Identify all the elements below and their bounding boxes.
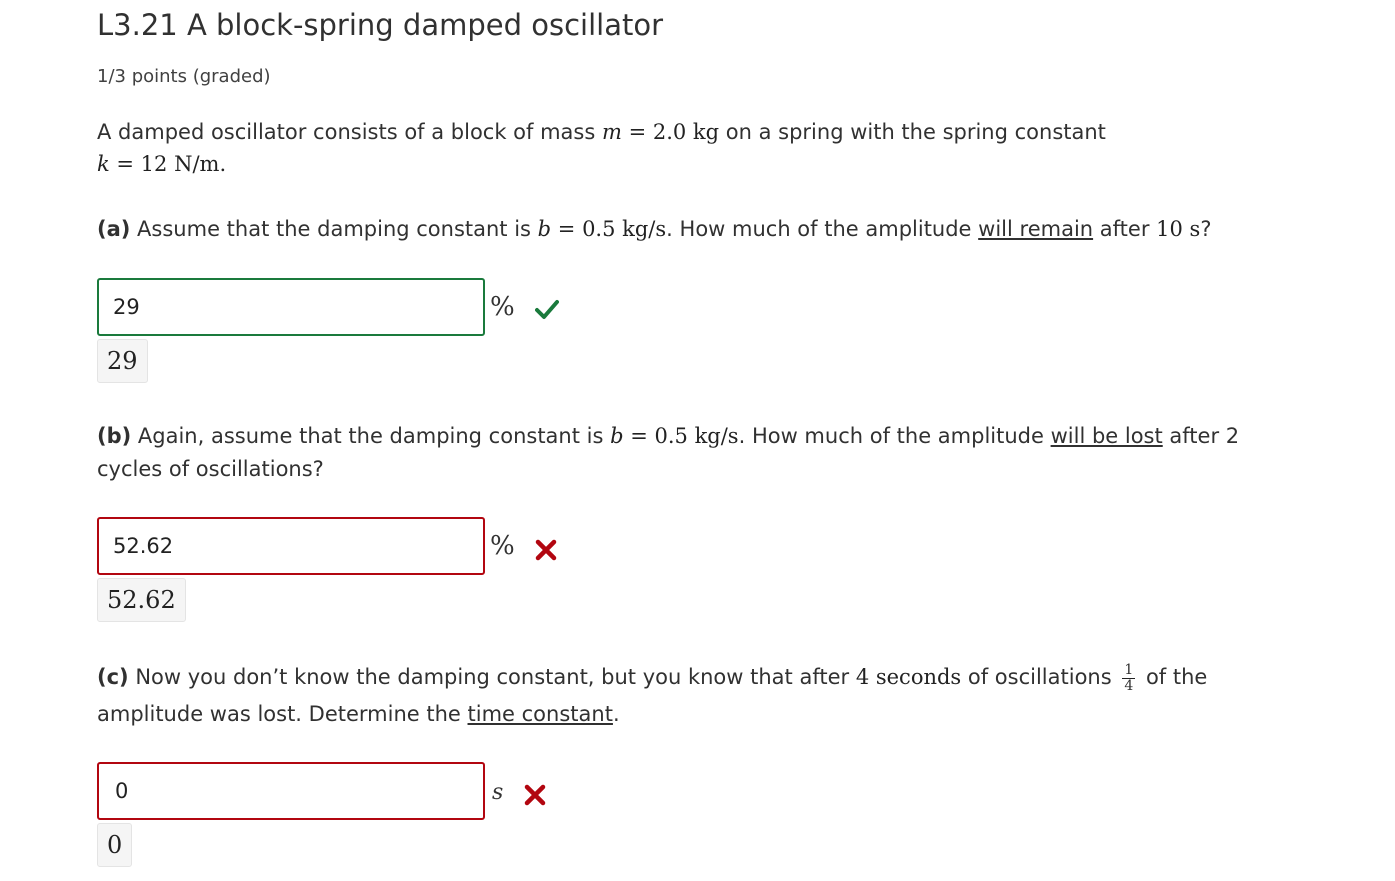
problem-intro-line1: A damped oscillator consists of a block of mass m = 2.0 kg on a spring with the spring constant bbox=[97, 120, 1106, 144]
part-c-question-line1: (c) Now you don’t know the damping constant, but you know that after 4 seconds of oscillations $\frac{1}{4}$ of the bbox=[97, 661, 1208, 694]
part-a-unit: % bbox=[490, 292, 515, 322]
part-c-answer-field[interactable] bbox=[97, 762, 485, 820]
part-c-question-line2: amplitude was lost. Determine the time constant. bbox=[97, 702, 620, 726]
points-label: 1/3 points (graded) bbox=[97, 66, 271, 87]
will-remain-link[interactable]: will remain bbox=[978, 217, 1094, 241]
checkmark-icon bbox=[535, 297, 559, 321]
part-c-answer-input[interactable] bbox=[99, 764, 483, 818]
part-b-answer-field[interactable] bbox=[97, 517, 485, 575]
part-b-answer-input[interactable] bbox=[99, 519, 483, 573]
part-a-answer-preview: 29 bbox=[97, 339, 148, 383]
mass-symbol: m bbox=[601, 120, 622, 144]
part-a-answer-input[interactable] bbox=[99, 280, 483, 334]
problem-intro-line2: k = 12 N/m. bbox=[97, 152, 227, 176]
part-b-answer-preview: 52.62 bbox=[97, 578, 186, 622]
part-b-question-line2: cycles of oscillations? bbox=[97, 457, 324, 481]
part-a-answer-field[interactable] bbox=[97, 278, 485, 336]
problem-title: L3.21 A block-spring damped oscillator bbox=[97, 8, 663, 42]
one-quarter-fraction: $\frac{1}{4}$ bbox=[1124, 661, 1134, 694]
cross-icon bbox=[523, 783, 547, 807]
will-be-lost-link[interactable]: will be lost bbox=[1050, 424, 1163, 448]
cross-icon bbox=[534, 538, 558, 562]
part-b-question-line1: (b) Again, assume that the damping constant is b = 0.5 kg/s. How much of the amplitude will be lost after 2 bbox=[97, 424, 1240, 448]
part-c-answer-preview: 0 bbox=[97, 823, 132, 867]
part-c-unit: s bbox=[492, 780, 504, 805]
part-a-question: (a) Assume that the damping constant is b = 0.5 kg/s. How much of the amplitude will remain after 10 s? bbox=[97, 217, 1212, 241]
time-constant-link[interactable]: time constant bbox=[467, 702, 613, 726]
spring-constant-symbol: k bbox=[97, 152, 110, 176]
part-b-unit: % bbox=[490, 531, 515, 561]
